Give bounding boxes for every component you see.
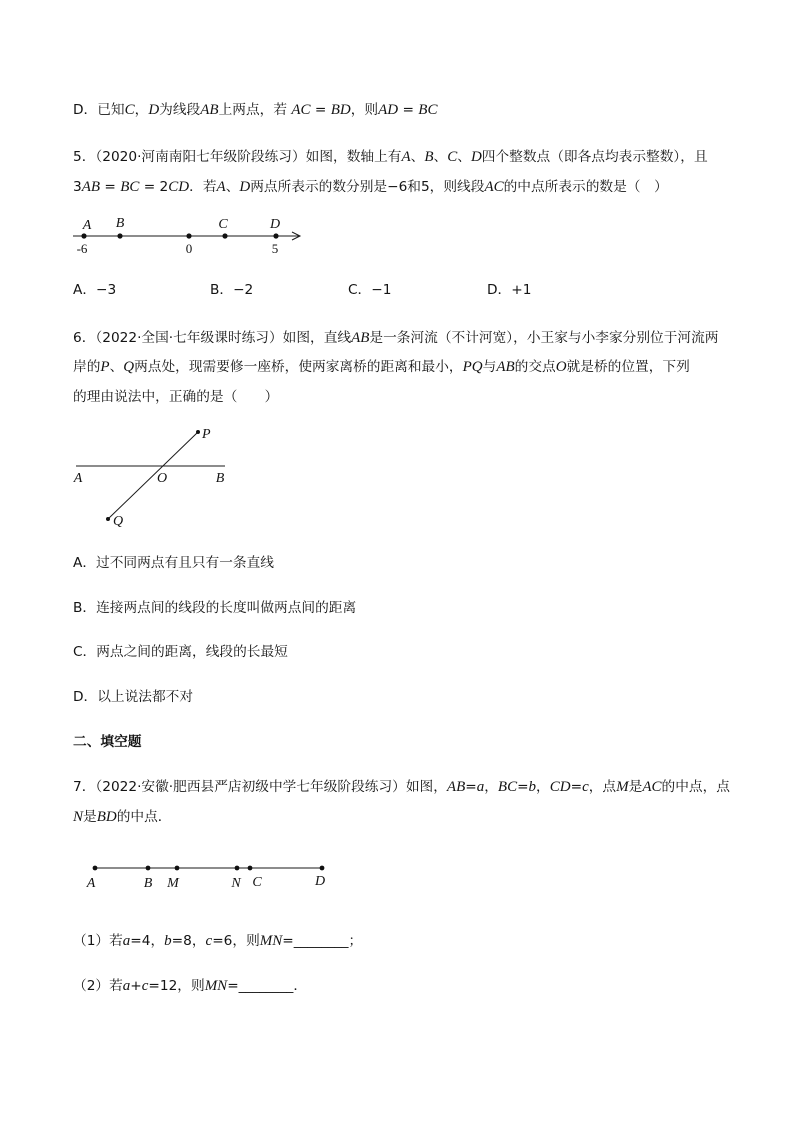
question-7-part-1: （1）若a=4，b=8，c=6，则MN=________； [73,933,363,949]
math-variable: Q [123,359,135,375]
point-a-dot [81,233,86,238]
question-6-option-c: C．两点之间的距离，线段的长最短 [73,644,288,660]
river-bridge-figure [60,420,240,532]
question-6-option-d: D．以上说法都不对 [73,689,194,705]
question-5-option-b: B．−2 [210,282,254,298]
origin-dot [186,233,191,238]
question-5-option-c: C．−1 [348,282,392,298]
math-variable: c [141,978,149,994]
point-o-label: O [156,471,168,486]
math-variable: A [401,149,411,165]
math-variable: M [616,779,629,795]
math-variable: BD [96,809,117,825]
math-variable: b [164,933,172,949]
point-p-label: P [202,427,211,442]
segment-points-figure [75,855,345,895]
number-line-figure [60,210,320,260]
point-q-dot [106,517,110,521]
question-5-stem-line-2: 3AB = BC = 2CD．若A、D两点所表示的数分别是−6和5，则线段AC的中点所表示的数是（ ） [73,179,668,195]
math-variable: CD [168,179,190,195]
question-6-option-a: A．过不同两点有且只有一条直线 [73,555,274,571]
point-b-dot [117,233,122,238]
question-7-part-2: （2）若a+c=12，则MN=________． [73,978,308,994]
point-d-dot [273,233,278,238]
question-6-stem-line-1: 6．（2022·全国·七年级课时练习）如图，直线AB是一条河流（不计河宽），小王家与小李家分别位于河流两 [73,330,719,346]
point-c-label: C [218,217,228,232]
math-variable: BD [330,102,351,118]
question-7-stem-line-1: 7．（2022·安徽·肥西县严店初级中学七年级阶段练习）如图，AB=a，BC=b，CD=c，点M是AC的中点，点 [73,779,730,795]
math-variable: O [555,359,567,375]
point-d-dot [320,866,325,871]
point-b-label: B [143,876,153,891]
point-m-dot [175,866,180,871]
point-b-dot [146,866,151,871]
math-variable: MN [259,933,283,949]
question-5-option-d: D．+1 [487,282,532,298]
math-variable: AC [291,102,311,118]
math-variable: AB [496,359,515,375]
tick-label-five: 5 [271,241,279,256]
math-variable: AD [378,102,399,118]
point-q-label: Q [112,514,124,529]
tick-label-minus-six: -6 [76,241,88,256]
math-variable: B [424,149,434,165]
math-variable: a [122,933,131,949]
math-variable: D [239,179,251,195]
math-variable: P [100,359,110,375]
math-variable: AB [446,779,466,795]
question-5-stem-line-1: 5．（2020·河南南阳七年级阶段练习）如图，数轴上有A、B、C、D四个整数点（即各点均表示整数），且 [73,149,708,165]
math-variable: BC [120,179,140,195]
math-variable: a [122,978,131,994]
math-variable: c [205,933,213,949]
question-5-option-a: A．−3 [73,282,117,298]
point-c-label: C [252,875,262,890]
point-a-label: A [73,471,83,486]
point-n-dot [235,866,240,871]
point-d-label: D [314,874,326,889]
question-6-stem-line-3: 的理由说法中，正确的是（ ） [73,389,279,405]
math-variable: AB [351,330,370,346]
math-variable: C [124,102,135,118]
point-a-label: A [86,876,96,891]
tick-label-zero: 0 [185,241,193,256]
math-variable: b [528,779,537,795]
point-n-label: N [231,876,241,891]
math-variable: PQ [462,359,483,375]
math-variable: C [447,149,458,165]
point-d-label: D [269,217,281,232]
math-variable: AB [81,179,101,195]
point-c-dot [248,866,253,871]
math-variable: D [470,149,482,165]
point-a-dot [93,866,98,871]
point-p-dot [196,430,200,434]
math-variable: a [476,779,485,795]
math-variable: AB [200,102,219,118]
math-variable: c [582,779,589,795]
point-b-label: B [115,216,125,231]
math-variable: N [73,809,84,825]
math-variable: BC [418,102,438,118]
math-variable: A [216,179,226,195]
point-m-label: M [167,876,179,891]
math-variable: CD [549,779,571,795]
math-variable: BC [497,779,518,795]
question-4-option-d: D．已知C，D为线段AB上两点，若 AC = BD，则AD = BC [73,102,438,118]
question-6-option-b: B．连接两点间的线段的长度叫做两点间的距离 [73,600,357,616]
segment-pq [108,432,198,519]
math-variable: AC [484,179,504,195]
section-title-fill-in-blank: 二、填空题 [73,734,142,750]
question-6-stem-line-2: 岸的P、Q两点处，现需要修一座桥，使两家离桥的距离和最小，PQ与AB的交点O就是桥的位置，下列 [73,359,690,375]
point-b-label: B [215,471,225,486]
point-a-label: A [82,218,92,233]
math-variable: AC [642,779,662,795]
math-variable: D [148,102,160,118]
question-7-stem-line-2: N是BD的中点． [73,809,172,825]
math-variable: MN [204,978,228,994]
point-c-dot [222,233,227,238]
